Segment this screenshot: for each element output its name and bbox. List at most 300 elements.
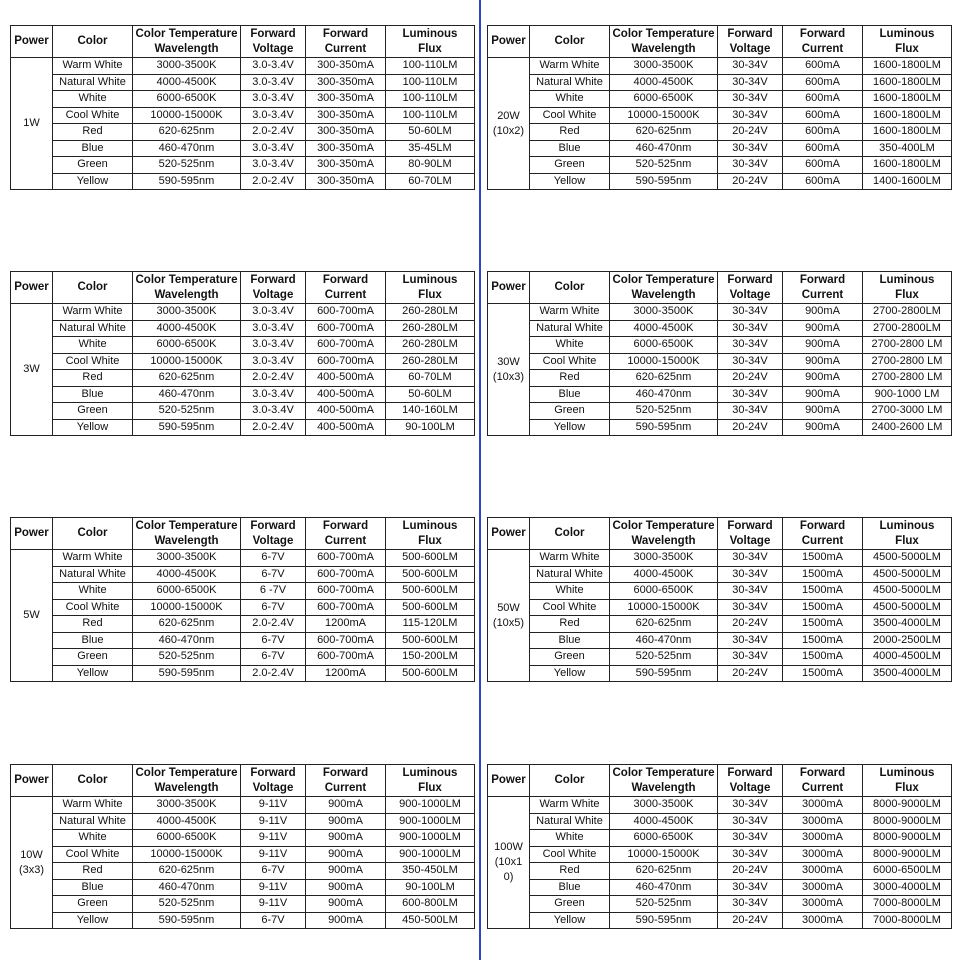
current-cell: 300-350mA (306, 124, 386, 141)
table-row (488, 879, 952, 896)
spec-table (487, 25, 952, 190)
current-cell: 3000mA (783, 846, 863, 863)
current-cell: 600-700mA (306, 304, 386, 321)
voltage-cell: 3.0-3.4V (241, 91, 306, 108)
flux-cell: 8000-9000LM (863, 813, 952, 830)
color-cell: Yellow (53, 665, 133, 682)
flux-cell: 900-1000LM (386, 846, 475, 863)
header-line: Luminous (879, 273, 935, 286)
flux-cell: 4000-4500LM (863, 649, 952, 666)
current-cell: 3000mA (783, 912, 863, 929)
voltage-cell: 6-7V (241, 550, 306, 567)
power-value: 0) (503, 871, 514, 883)
temp-cell: 590-595nm (133, 665, 241, 682)
header-line: Luminous (402, 519, 458, 532)
voltage-cell: 30-34V (718, 599, 783, 616)
color-cell: Blue (530, 140, 610, 157)
temp-cell: 6000-6500K (610, 91, 718, 108)
color-cell: White (53, 583, 133, 600)
voltage-cell: 2.0-2.4V (241, 616, 306, 633)
color-cell: Cool White (530, 846, 610, 863)
current-cell: 600-700mA (306, 337, 386, 354)
header-row (488, 272, 952, 304)
temp-cell: 590-595nm (610, 665, 718, 682)
power-value: 3W (23, 363, 40, 375)
temp-cell: 520-525nm (610, 403, 718, 420)
table-row (488, 649, 952, 666)
flux-cell: 8000-9000LM (863, 797, 952, 814)
header-row (488, 518, 952, 550)
temp-cell: 590-595nm (610, 419, 718, 436)
temp-cell: 6000-6500K (610, 583, 718, 600)
header-line: Current (801, 42, 844, 55)
temp-cell: 620-625nm (133, 863, 241, 880)
header-voltage (718, 765, 783, 797)
flux-cell: 260-280LM (386, 353, 475, 370)
header-temp (610, 518, 718, 550)
table-row (11, 896, 475, 913)
current-cell: 300-350mA (306, 91, 386, 108)
temp-cell: 6000-6500K (133, 583, 241, 600)
current-cell: 3000mA (783, 896, 863, 913)
voltage-cell: 6 -7V (241, 583, 306, 600)
header-line: Wavelength (154, 288, 219, 301)
header-line: Current (324, 781, 367, 794)
power-cell (11, 797, 53, 929)
voltage-cell: 30-34V (718, 813, 783, 830)
color-cell: Red (53, 124, 133, 141)
flux-cell: 60-70LM (386, 370, 475, 387)
voltage-cell: 30-34V (718, 896, 783, 913)
flux-cell: 100-110LM (386, 107, 475, 124)
voltage-cell: 9-11V (241, 846, 306, 863)
current-cell: 900mA (783, 337, 863, 354)
color-cell: Yellow (530, 912, 610, 929)
header-line: Wavelength (631, 781, 696, 794)
header-row (488, 26, 952, 58)
color-cell: Red (530, 863, 610, 880)
power-value: 20W (497, 109, 520, 122)
header-temp (133, 518, 241, 550)
flux-cell: 2000-2500LM (863, 632, 952, 649)
header-color: Color (530, 518, 610, 550)
current-cell: 1500mA (783, 550, 863, 567)
current-cell: 900mA (306, 813, 386, 830)
current-cell: 900mA (783, 353, 863, 370)
header-line: Forward (250, 27, 296, 40)
header-line: Color Temperature (135, 766, 238, 779)
header-line: Color Temperature (135, 27, 238, 40)
flux-cell: 115-120LM (386, 616, 475, 633)
header-current (783, 765, 863, 797)
temp-cell: 3000-3500K (133, 797, 241, 814)
column-divider (479, 0, 481, 960)
table-row (11, 353, 475, 370)
temp-cell: 460-470nm (610, 879, 718, 896)
header-line: Luminous (402, 273, 458, 286)
temp-cell: 10000-15000K (610, 353, 718, 370)
header-line: Wavelength (154, 781, 219, 794)
temp-cell: 10000-15000K (133, 599, 241, 616)
flux-cell: 90-100LM (386, 879, 475, 896)
flux-cell: 2400-2600 LM (863, 419, 952, 436)
temp-cell: 620-625nm (133, 616, 241, 633)
voltage-cell: 9-11V (241, 830, 306, 847)
header-line: Voltage (729, 288, 771, 301)
color-cell: Natural White (53, 813, 133, 830)
temp-cell: 520-525nm (133, 157, 241, 174)
temp-cell: 3000-3500K (133, 550, 241, 567)
temp-cell: 10000-15000K (133, 107, 241, 124)
color-cell: Yellow (530, 173, 610, 190)
table-row (11, 91, 475, 108)
header-flux (386, 518, 475, 550)
table-row (488, 830, 952, 847)
color-cell: Natural White (530, 320, 610, 337)
flux-cell: 2700-2800 LM (863, 353, 952, 370)
voltage-cell: 9-11V (241, 879, 306, 896)
current-cell: 600mA (783, 124, 863, 141)
table-row (11, 550, 475, 567)
color-cell: Natural White (53, 320, 133, 337)
header-color: Color (530, 272, 610, 304)
flux-cell: 7000-8000LM (863, 912, 952, 929)
voltage-cell: 9-11V (241, 896, 306, 913)
flux-cell: 140-160LM (386, 403, 475, 420)
voltage-cell: 3.0-3.4V (241, 337, 306, 354)
table-row (11, 566, 475, 583)
temp-cell: 620-625nm (610, 370, 718, 387)
current-cell: 1200mA (306, 616, 386, 633)
current-cell: 600mA (783, 91, 863, 108)
temp-cell: 460-470nm (133, 879, 241, 896)
temp-cell: 460-470nm (133, 386, 241, 403)
header-line: Current (801, 534, 844, 547)
current-cell: 300-350mA (306, 58, 386, 75)
color-cell: Red (53, 616, 133, 633)
current-cell: 600mA (783, 107, 863, 124)
flux-cell: 100-110LM (386, 74, 475, 91)
power-value: 1W (23, 117, 40, 129)
header-current (783, 518, 863, 550)
flux-cell: 4500-5000LM (863, 566, 952, 583)
header-row (11, 272, 475, 304)
temp-cell: 4000-4500K (133, 566, 241, 583)
voltage-cell: 3.0-3.4V (241, 304, 306, 321)
temp-cell: 4000-4500K (133, 813, 241, 830)
voltage-cell: 20-24V (718, 173, 783, 190)
header-power: Power (11, 272, 53, 304)
color-cell: Natural White (53, 74, 133, 91)
flux-cell: 350-400LM (863, 140, 952, 157)
header-current (306, 26, 386, 58)
voltage-cell: 6-7V (241, 599, 306, 616)
header-line: Forward (727, 519, 773, 532)
table-row (488, 403, 952, 420)
voltage-cell: 20-24V (718, 419, 783, 436)
voltage-cell: 6-7V (241, 632, 306, 649)
voltage-cell: 20-24V (718, 616, 783, 633)
current-cell: 900mA (783, 419, 863, 436)
header-line: Forward (727, 766, 773, 779)
header-line: Flux (895, 781, 919, 794)
voltage-cell: 3.0-3.4V (241, 386, 306, 403)
flux-cell: 900-1000 LM (863, 386, 952, 403)
voltage-cell: 30-34V (718, 649, 783, 666)
header-temp (610, 272, 718, 304)
current-cell: 300-350mA (306, 74, 386, 91)
voltage-cell: 3.0-3.4V (241, 403, 306, 420)
header-line: Color Temperature (612, 273, 715, 286)
table-row (488, 173, 952, 190)
color-cell: Blue (53, 632, 133, 649)
header-line: Forward (727, 27, 773, 40)
color-cell: Green (530, 649, 610, 666)
header-line: Current (801, 781, 844, 794)
header-voltage (241, 518, 306, 550)
temp-cell: 620-625nm (610, 616, 718, 633)
table-row (11, 157, 475, 174)
table-row (11, 632, 475, 649)
header-line: Luminous (402, 766, 458, 779)
spec-table (10, 25, 475, 190)
voltage-cell: 30-34V (718, 157, 783, 174)
voltage-cell: 30-34V (718, 337, 783, 354)
voltage-cell: 6-7V (241, 863, 306, 880)
flux-cell: 50-60LM (386, 124, 475, 141)
table-row (11, 58, 475, 75)
color-cell: Blue (53, 879, 133, 896)
current-cell: 600-700mA (306, 599, 386, 616)
current-cell: 400-500mA (306, 419, 386, 436)
color-cell: Red (53, 863, 133, 880)
temp-cell: 10000-15000K (610, 599, 718, 616)
table-row (488, 912, 952, 929)
temp-cell: 620-625nm (133, 370, 241, 387)
power-cell (488, 550, 530, 682)
current-cell: 1500mA (783, 616, 863, 633)
table-row (488, 74, 952, 91)
spec-table (487, 517, 952, 682)
voltage-cell: 3.0-3.4V (241, 353, 306, 370)
color-cell: Blue (530, 632, 610, 649)
color-cell: White (530, 91, 610, 108)
current-cell: 600mA (783, 58, 863, 75)
flux-cell: 600-800LM (386, 896, 475, 913)
spec-table (487, 764, 952, 929)
current-cell: 3000mA (783, 830, 863, 847)
table-row (11, 912, 475, 929)
flux-cell: 500-600LM (386, 599, 475, 616)
temp-cell: 520-525nm (610, 649, 718, 666)
header-line: Flux (895, 42, 919, 55)
temp-cell: 6000-6500K (610, 337, 718, 354)
color-cell: White (53, 91, 133, 108)
flux-cell: 3500-4000LM (863, 665, 952, 682)
voltage-cell: 20-24V (718, 124, 783, 141)
header-power: Power (488, 518, 530, 550)
current-cell: 600-700mA (306, 320, 386, 337)
header-temp (133, 272, 241, 304)
flux-cell: 4500-5000LM (863, 583, 952, 600)
header-line: Wavelength (154, 42, 219, 55)
header-line: Current (324, 288, 367, 301)
header-temp (610, 765, 718, 797)
flux-cell: 8000-9000LM (863, 830, 952, 847)
temp-cell: 4000-4500K (610, 566, 718, 583)
temp-cell: 620-625nm (610, 863, 718, 880)
temp-cell: 590-595nm (133, 912, 241, 929)
table-row (11, 649, 475, 666)
current-cell: 600-700mA (306, 550, 386, 567)
header-line: Voltage (252, 534, 294, 547)
header-line: Voltage (729, 781, 771, 794)
table-row (488, 550, 952, 567)
temp-cell: 460-470nm (133, 140, 241, 157)
flux-cell: 1600-1800LM (863, 124, 952, 141)
table-row (11, 124, 475, 141)
voltage-cell: 2.0-2.4V (241, 370, 306, 387)
power-value: (10x2) (492, 124, 525, 137)
table-row (11, 665, 475, 682)
current-cell: 300-350mA (306, 140, 386, 157)
current-cell: 900mA (783, 386, 863, 403)
current-cell: 3000mA (783, 813, 863, 830)
voltage-cell: 30-34V (718, 386, 783, 403)
flux-cell: 6000-6500LM (863, 863, 952, 880)
header-line: Wavelength (631, 534, 696, 547)
current-cell: 1500mA (783, 599, 863, 616)
temp-cell: 4000-4500K (610, 813, 718, 830)
color-cell: Yellow (53, 912, 133, 929)
color-cell: Natural White (530, 813, 610, 830)
voltage-cell: 20-24V (718, 912, 783, 929)
header-line: Current (801, 288, 844, 301)
voltage-cell: 30-34V (718, 566, 783, 583)
header-current (306, 765, 386, 797)
header-flux (386, 26, 475, 58)
temp-cell: 3000-3500K (610, 58, 718, 75)
table-row (488, 58, 952, 75)
header-power: Power (488, 272, 530, 304)
current-cell: 900mA (306, 797, 386, 814)
table-row (488, 896, 952, 913)
flux-cell: 260-280LM (386, 337, 475, 354)
table-row (11, 830, 475, 847)
table-row (11, 386, 475, 403)
color-cell: Green (530, 896, 610, 913)
spec-table (10, 271, 475, 436)
voltage-cell: 30-34V (718, 353, 783, 370)
flux-cell: 500-600LM (386, 632, 475, 649)
header-line: Forward (250, 519, 296, 532)
flux-cell: 3000-4000LM (863, 879, 952, 896)
temp-cell: 3000-3500K (133, 304, 241, 321)
table-row (488, 320, 952, 337)
color-cell: Cool White (530, 599, 610, 616)
temp-cell: 590-595nm (133, 173, 241, 190)
flux-cell: 1600-1800LM (863, 58, 952, 75)
temp-cell: 10000-15000K (610, 846, 718, 863)
header-line: Luminous (879, 519, 935, 532)
voltage-cell: 2.0-2.4V (241, 173, 306, 190)
table-row (488, 846, 952, 863)
table-row (488, 370, 952, 387)
voltage-cell: 6-7V (241, 566, 306, 583)
flux-cell: 8000-9000LM (863, 846, 952, 863)
voltage-cell: 30-34V (718, 140, 783, 157)
table-row (11, 583, 475, 600)
header-line: Flux (895, 534, 919, 547)
header-line: Forward (250, 273, 296, 286)
current-cell: 400-500mA (306, 386, 386, 403)
header-line: Forward (727, 273, 773, 286)
color-cell: Blue (53, 140, 133, 157)
color-cell: White (530, 830, 610, 847)
power-cell (488, 797, 530, 929)
header-color: Color (530, 765, 610, 797)
current-cell: 300-350mA (306, 157, 386, 174)
flux-cell: 260-280LM (386, 320, 475, 337)
header-line: Forward (322, 766, 369, 779)
flux-cell: 4500-5000LM (863, 550, 952, 567)
temp-cell: 6000-6500K (133, 830, 241, 847)
header-voltage (241, 765, 306, 797)
current-cell: 900mA (306, 830, 386, 847)
table-row (488, 337, 952, 354)
flux-cell: 2700-2800LM (863, 320, 952, 337)
flux-cell: 100-110LM (386, 58, 475, 75)
current-cell: 900mA (306, 912, 386, 929)
voltage-cell: 20-24V (718, 863, 783, 880)
color-cell: Blue (530, 386, 610, 403)
header-line: Forward (799, 27, 846, 40)
power-cell (488, 304, 530, 436)
header-voltage (718, 518, 783, 550)
temp-cell: 520-525nm (610, 157, 718, 174)
temp-cell: 590-595nm (610, 173, 718, 190)
color-cell: Red (53, 370, 133, 387)
flux-cell: 350-450LM (386, 863, 475, 880)
table-row (11, 879, 475, 896)
voltage-cell: 6-7V (241, 912, 306, 929)
temp-cell: 3000-3500K (610, 550, 718, 567)
table-row (11, 846, 475, 863)
table-row (11, 140, 475, 157)
color-cell: Warm White (53, 797, 133, 814)
header-power: Power (488, 765, 530, 797)
voltage-cell: 20-24V (718, 370, 783, 387)
header-power: Power (11, 765, 53, 797)
power-value: 5W (23, 609, 40, 621)
current-cell: 900mA (783, 320, 863, 337)
table-row (11, 419, 475, 436)
table-row (11, 107, 475, 124)
table-row (11, 797, 475, 814)
header-line: Forward (322, 519, 369, 532)
header-line: Forward (250, 766, 296, 779)
header-row (488, 765, 952, 797)
header-temp (133, 26, 241, 58)
current-cell: 600-700mA (306, 583, 386, 600)
current-cell: 1500mA (783, 583, 863, 600)
voltage-cell: 30-34V (718, 403, 783, 420)
current-cell: 1500mA (783, 665, 863, 682)
current-cell: 900mA (306, 896, 386, 913)
temp-cell: 520-525nm (610, 896, 718, 913)
flux-cell: 150-200LM (386, 649, 475, 666)
header-line: Flux (418, 42, 442, 55)
